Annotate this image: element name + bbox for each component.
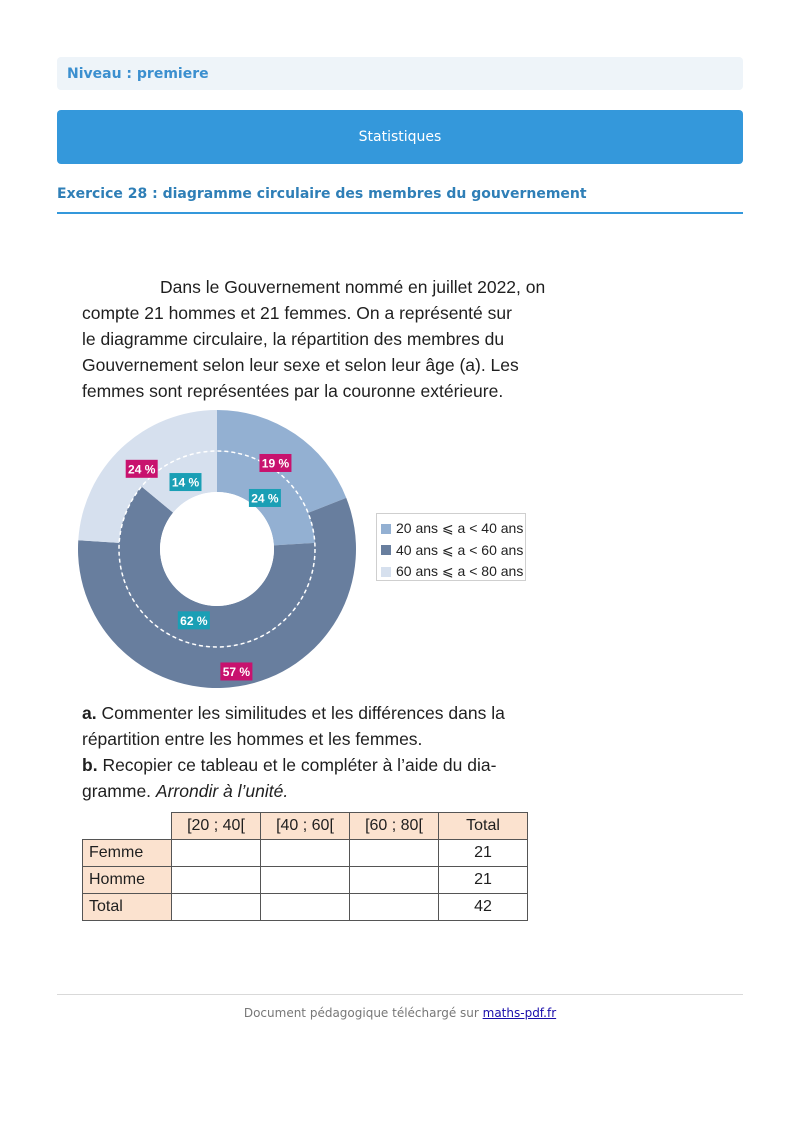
row-label: Femme [83,840,172,867]
question-a-text: Commenter les similitudes et les différences dans la [101,703,505,723]
label-text: 19 % [261,456,290,471]
title-divider [57,212,743,214]
question-b-text-2: gramme. [82,781,152,801]
legend-swatch [381,524,391,534]
table-cell [350,840,439,867]
donut-hole [160,492,274,606]
intro-line-1: Dans le Gouvernement nommé en juillet 2022, on [160,277,546,297]
table-cell [350,894,439,921]
legend-item-20-40 [381,518,525,540]
table-header: [60 ; 80[ [350,813,439,840]
chapter-banner: Statistiques [57,110,743,164]
table-row [83,867,528,894]
donut-chart [70,400,370,700]
donut-label-outer-2 [126,460,158,478]
intro-line-4: Gouvernement selon leur sexe et selon leur âge (a). Les [82,355,519,375]
table-corner [83,813,172,840]
table-header: Total [439,813,528,840]
question-b-line-2 [82,778,288,804]
legend-swatch [381,545,391,555]
question-a-label: a. [82,703,97,723]
question-b-italic: Arrondir à l’unité. [155,781,289,801]
table-header-row [83,813,528,840]
footer-link[interactable]: maths-pdf.fr [482,1006,557,1020]
row-label: Total [83,894,172,921]
footer [0,1006,800,1020]
chart-legend [376,513,526,581]
table-cell [172,840,261,867]
table-row [83,894,528,921]
table-cell [172,867,261,894]
table-cell [261,894,350,921]
table-cell-total: 21 [439,867,528,894]
question-a-line-2: répartition entre les hommes et les femmes. [82,729,423,749]
question-b-label: b. [82,755,98,775]
table-cell [350,867,439,894]
donut-label-outer-1 [220,662,252,680]
label-text: 24 % [251,491,279,506]
footer-text: Document pédagogique téléchargé sur [243,1006,483,1020]
legend-label: 40 ans ⩽ a < 60 ans [396,541,524,558]
table-row [83,840,528,867]
question-b-text: Recopier ce tableau et le compléter à l’aide du dia- [102,755,497,775]
intro-line-3: le diagramme circulaire, la répartition des membres du [82,329,505,349]
table-cell [261,867,350,894]
donut-label-outer-0 [259,454,291,472]
legend-swatch [381,567,391,577]
table-cell-total: 42 [439,894,528,921]
row-label: Homme [83,867,172,894]
donut-label-inner-2 [169,473,201,491]
intro-line-2: compte 21 hommes et 21 femmes. On a représenté sur [82,303,512,323]
legend-label: 60 ans ⩽ a < 80 ans [396,563,524,580]
level-label: Niveau : premiere [67,65,209,82]
exercise-title: Exercice 28 : diagramme circulaire des membres du gouvernement [57,186,587,202]
legend-item-40-60 [381,540,525,562]
table-header: [20 ; 40[ [172,813,261,840]
label-text: 14 % [171,475,200,490]
legend-item-60-80 [381,561,525,583]
question-a-line-1 [82,700,505,726]
table-cell-total: 21 [439,840,528,867]
intro-line-5: femmes sont représentées par la couronne extérieure. [82,381,504,401]
data-table [82,812,528,921]
label-text: 24 % [128,462,156,477]
donut-label-inner-0 [249,489,281,507]
footer-divider [57,994,743,995]
level-box [57,57,743,90]
table-header: [40 ; 60[ [261,813,350,840]
table-cell [172,894,261,921]
donut-label-inner-1 [178,611,210,629]
question-b-line-1 [82,752,496,778]
table-cell [261,840,350,867]
legend-label: 20 ans ⩽ a < 40 ans [396,520,524,537]
label-text: 57 % [222,664,251,679]
label-text: 62 % [180,613,208,628]
